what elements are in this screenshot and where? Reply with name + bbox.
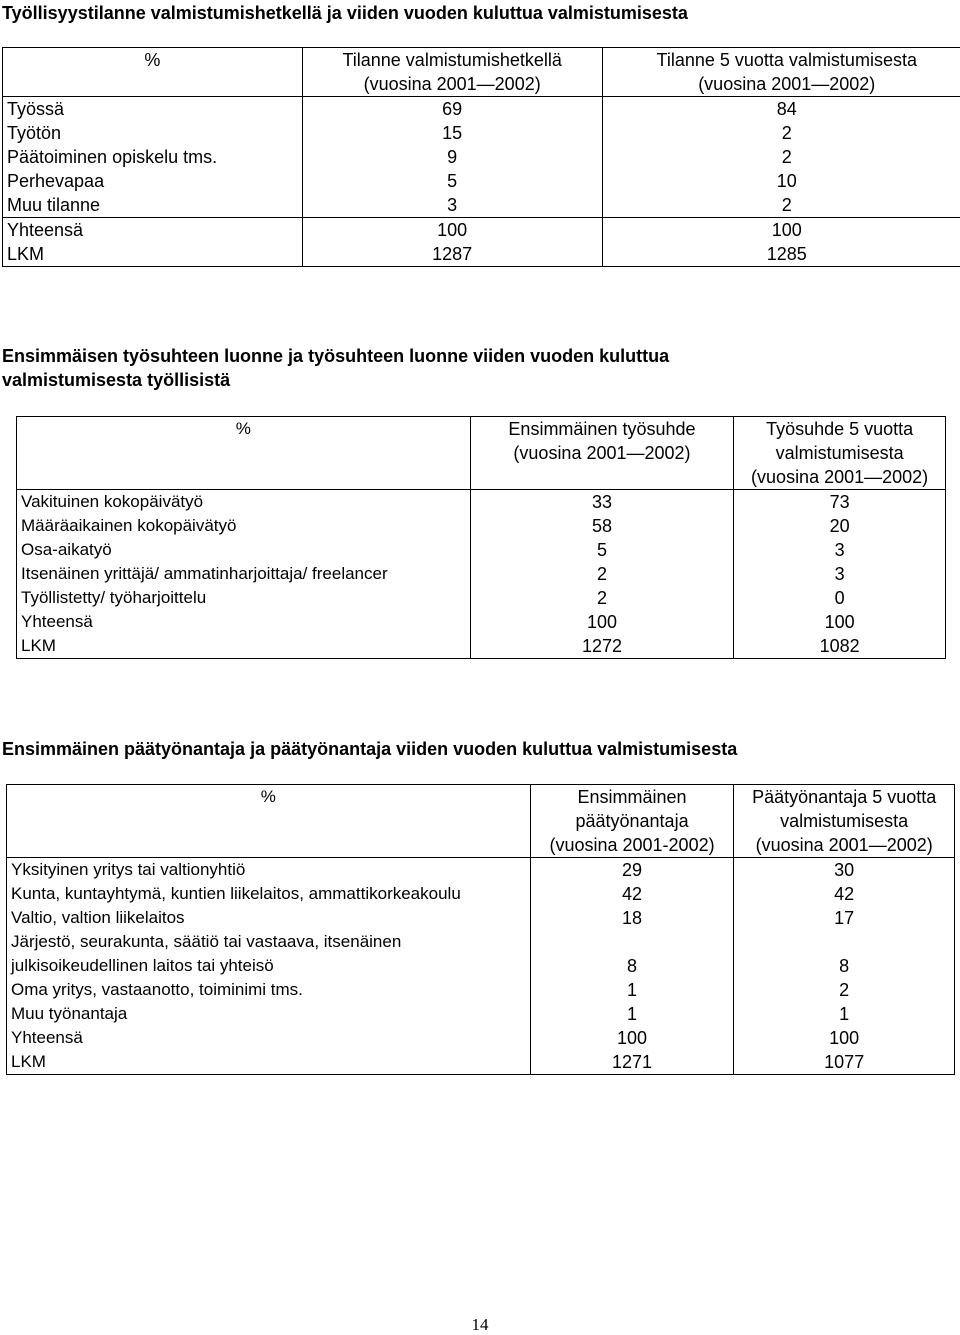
pct-header: % (17, 417, 471, 490)
values-employer-5-years: 30 42 17 8 2 1 100 1077 (734, 858, 955, 1075)
table2-body (17, 490, 946, 659)
row-labels: Vakituinen kokopäivätyö Määräaikainen kokopäivätyö Osa-aikatyö Itsenäinen yrittäjä/ ammatinharjoittaja/ freelancer Työllistetty/ työharjoittelu Yhteensä LKM (17, 490, 471, 659)
values-first-job: 33 58 5 2 2 100 1272 (470, 490, 734, 659)
table1-body (3, 97, 960, 218)
values-first-employer: 29 42 18 8 1 1 100 1271 (530, 858, 734, 1075)
row-labels: Yksityinen yritys tai valtionyhtiö Kunta, kuntayhtymä, kuntien liikelaitos, ammattikorkeakoulu Valtio, valtion liikelaitos Järjestö, seurakunta, säätiö tai vastaava, itsenäinen julkisoikeudellinen laitos tai yhteisö Oma yritys, vastaanotto, toiminimi tms. Muu työnantaja Yhteensä LKM (7, 858, 531, 1075)
values-5-years: 84 2 2 10 2 (602, 97, 960, 218)
table3-title: Ensimmäinen päätyönantaja ja päätyönantaja viiden vuoden kuluttua valmistumisesta (2, 737, 737, 761)
col-header-at-graduation: Tilanne valmistumishetkellä (vuosina 2001—2002) (302, 48, 602, 97)
totals-5-years: 100 1285 (602, 218, 960, 267)
employment-type-table (16, 416, 946, 659)
table3-header-row (7, 785, 955, 858)
table2-header-row (17, 417, 946, 490)
col-header-first-employer: Ensimmäinen päätyönantaja (vuosina 2001-2002) (530, 785, 734, 858)
row-labels: Työssä Työtön Päätoiminen opiskelu tms. Perhevapaa Muu tilanne (3, 97, 303, 218)
table1-totals (3, 218, 960, 267)
col-header-first-job: Ensimmäinen työsuhde (vuosina 2001—2002) (470, 417, 734, 490)
totals-at-graduation: 100 1287 (302, 218, 602, 267)
col-header-job-5-years: Työsuhde 5 vuotta valmistumisesta (vuosina 2001—2002) (734, 417, 946, 490)
employer-table (6, 784, 955, 1075)
values-job-5-years: 73 20 3 3 0 100 1082 (734, 490, 946, 659)
col-header-5-years: Tilanne 5 vuotta valmistumisesta (vuosina 2001—2002) (602, 48, 960, 97)
values-at-graduation: 69 15 9 5 3 (302, 97, 602, 218)
table1-title: Työllisyystilanne valmistumishetkellä ja viiden vuoden kuluttua valmistumisesta (2, 1, 688, 25)
pct-header: % (3, 48, 303, 97)
pct-header: % (7, 785, 531, 858)
employment-status-table (2, 47, 960, 267)
table1-header-row (3, 48, 960, 97)
col-header-employer-5-years: Päätyönantaja 5 vuotta valmistumisesta (vuosina 2001—2002) (734, 785, 955, 858)
table3-body (7, 858, 955, 1075)
page-number: 14 (0, 1315, 960, 1335)
total-labels: Yhteensä LKM (3, 218, 303, 267)
table2-title: Ensimmäisen työsuhteen luonne ja työsuhteen luonne viiden vuoden kuluttua valmistumisesta työllisistä (2, 344, 669, 392)
